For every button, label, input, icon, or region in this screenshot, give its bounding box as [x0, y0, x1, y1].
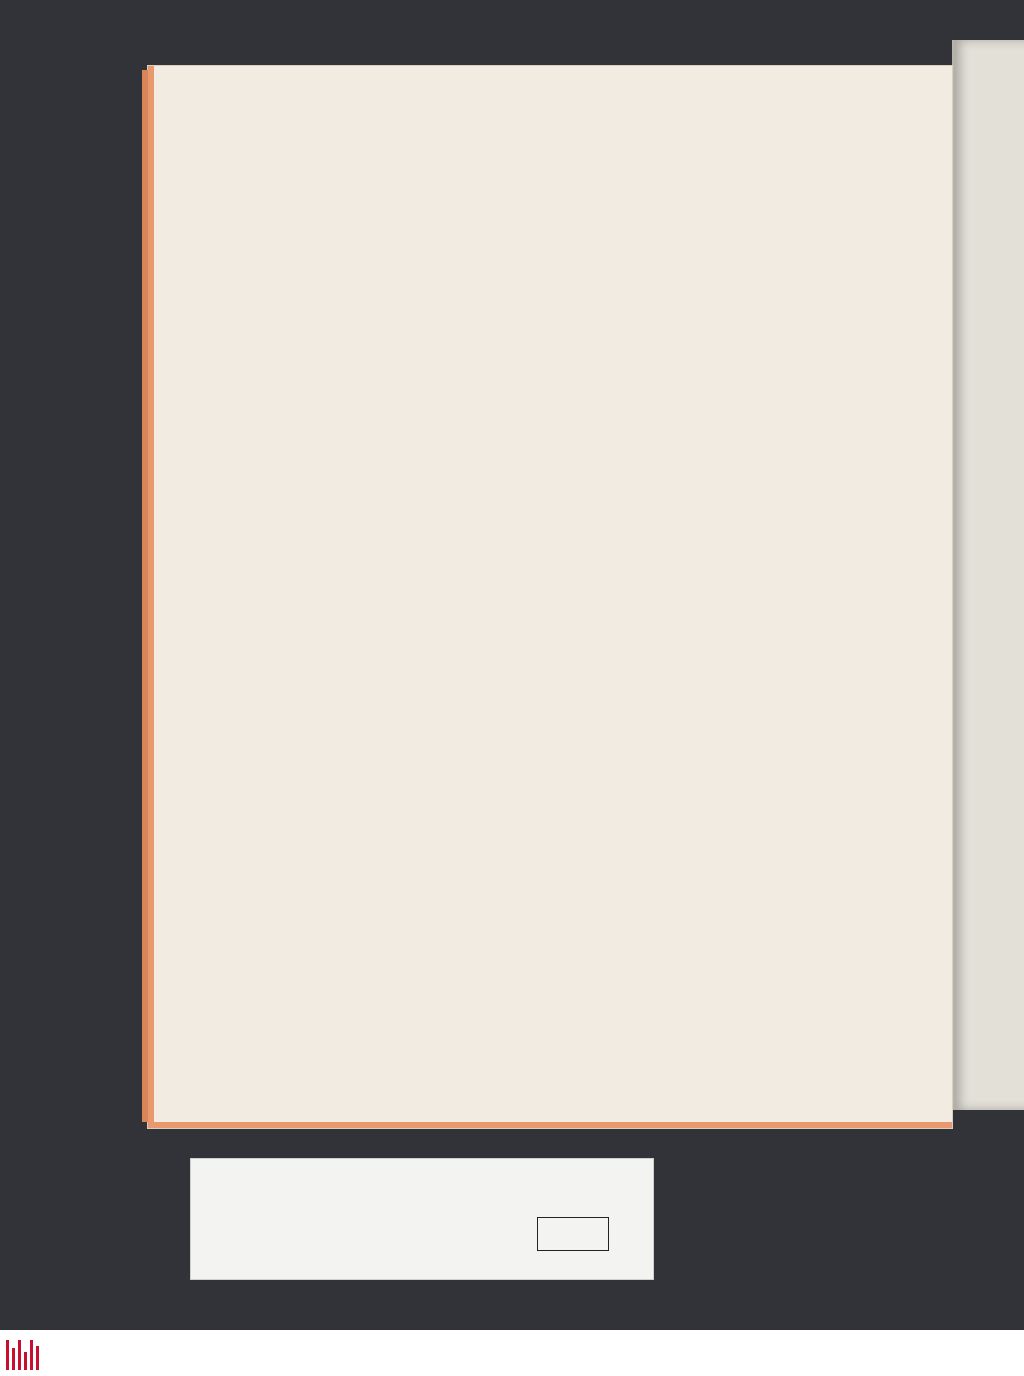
centimeter-ruler [205, 1217, 445, 1257]
book-page [148, 66, 952, 1128]
color-scale-card [190, 1158, 654, 1280]
hab-logo-icon [4, 1340, 44, 1370]
facing-page [952, 40, 1024, 1110]
gray-scale-swatch [537, 1217, 609, 1251]
footer-bar [0, 1330, 1024, 1376]
